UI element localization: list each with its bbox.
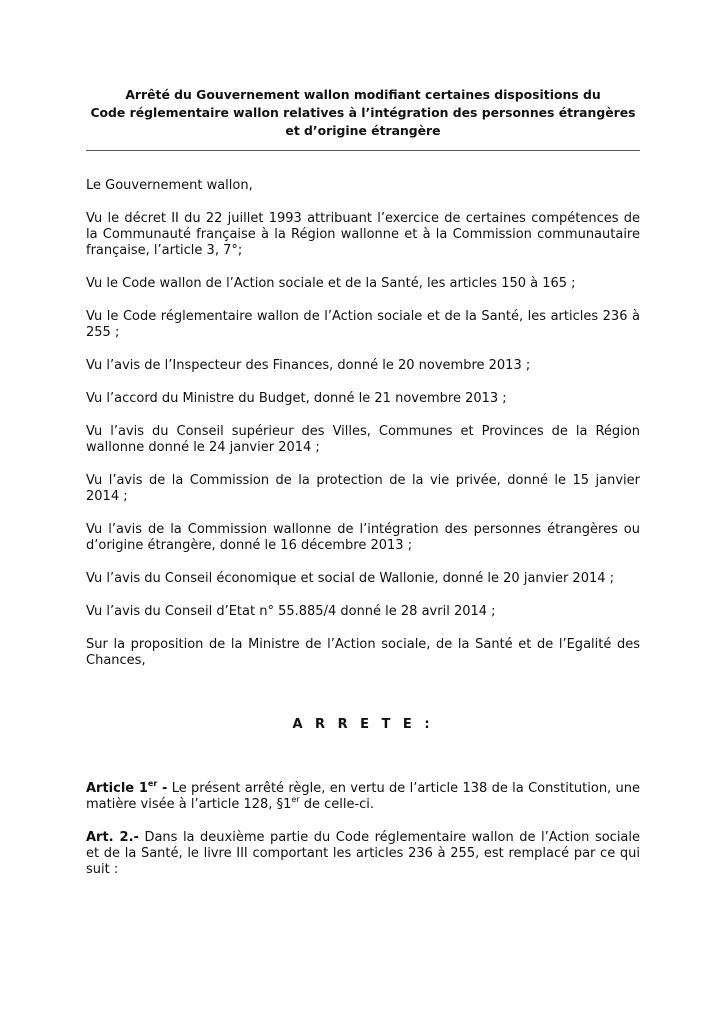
recital-code-reglementaire: Vu le Code réglementaire wallon de l’Action sociale et de la Santé, les articles 236 à 255 ; [86, 309, 640, 340]
article-1-label [86, 778, 168, 796]
article-1-label-sup: er [147, 778, 158, 788]
recital-conseil-superieur: Vu l’avis du Conseil supérieur des Villes, Communes et Provinces de la Région wallonne donné le 24 janvier 2014 ; [86, 424, 640, 455]
article-1-label-main: Article 1 [86, 781, 148, 796]
article-2-label: Art. 2.- [86, 830, 139, 845]
article-2-text: Dans la deuxième partie du Code réglementaire wallon de l’Action sociale et de la Santé, le livre III comportant les articles 236 à 255, est remplacé par ce qui suit : [86, 830, 641, 877]
document-title [86, 86, 640, 140]
recital-ministre-budget: Vu l’accord du Ministre du Budget, donné le 21 novembre 2013 ; [86, 391, 507, 406]
title-line-3: et d’origine étrangère [285, 123, 441, 138]
decree-heading: A R R E T E : [292, 717, 434, 732]
recital-vie-privee: Vu l’avis de la Commission de la protection de la vie privée, donné le 15 janvier 2014 ; [86, 473, 640, 504]
article-1-text-sup: er [291, 794, 300, 804]
title-divider [86, 150, 640, 151]
title-line-1: Arrêté du Gouvernement wallon modifiant certaines dispositions du [125, 87, 601, 102]
recital-conseil-economique: Vu l’avis du Conseil économique et social de Wallonie, donné le 20 janvier 2014 ; [86, 571, 615, 586]
recital-code-wallon: Vu le Code wallon de l’Action sociale et de la Santé, les articles 150 à 165 ; [86, 276, 576, 291]
article-1-label-dash: - [157, 781, 168, 796]
document-body [86, 178, 640, 878]
recital-inspecteur-finances: Vu l’avis de l’Inspecteur des Finances, donné le 20 novembre 2013 ; [86, 358, 531, 373]
article-2 [86, 830, 640, 878]
preamble-opening: Le Gouvernement wallon, [86, 178, 253, 193]
title-line-2: Code réglementaire wallon relatives à l’intégration des personnes étrangères [90, 105, 636, 120]
article-1-text-part2: de celle-ci. [299, 797, 375, 812]
article-1 [86, 778, 640, 813]
recital-proposition: Sur la proposition de la Ministre de l’Action sociale, de la Santé et de l’Egalité des Chances, [86, 637, 640, 668]
recital-conseil-etat: Vu l’avis du Conseil d’Etat n° 55.885/4 donné le 28 avril 2014 ; [86, 604, 496, 619]
recital-commission-integration: Vu l’avis de la Commission wallonne de l’intégration des personnes étrangères ou d’origine étrangère, donné le 16 décembre 2013 ; [86, 522, 640, 553]
article-1-text-part1: Le présent arrêté règle, en vertu de l’article 138 de la Constitution, une matière visée à l’article 128, §1 [86, 781, 640, 812]
recital-decret: Vu le décret II du 22 juillet 1993 attribuant l’exercice de certaines compétences de la Communauté française à la Région wallonne et à la Commission communautaire française, l’article 3, 7°; [86, 211, 640, 258]
